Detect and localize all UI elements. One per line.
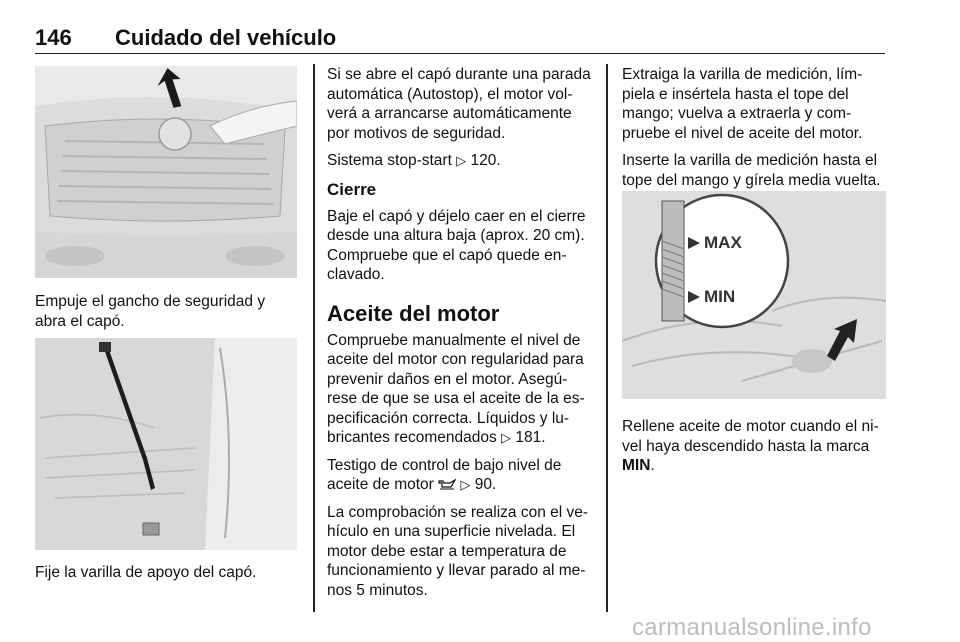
- paragraph-stop-start: [327, 151, 591, 171]
- paragraph-inserte: Inserte la varilla de medición hasta el tope del mango y gírela media vuelta.: [622, 152, 881, 189]
- rellene-end: .: [650, 457, 655, 474]
- text-column-2: [327, 65, 591, 608]
- caption-prop-rod: Fije la varilla de apoyo del capó.: [35, 564, 257, 581]
- page-header: [35, 18, 885, 54]
- subheading-cierre: Cierre: [327, 179, 377, 199]
- min-label: MIN: [704, 287, 736, 306]
- max-label: MAX: [704, 233, 742, 252]
- min-mark-text: MIN: [622, 457, 651, 474]
- paragraph-comprobacion: La comprobación se realiza con el ve- hículo en una superficie nivelada. El motor debe estar a temperatura de funcionamiento y llevar parado al me- nos 5 minutos.: [327, 503, 589, 599]
- testigo-text: Testigo de control de bajo nivel de aceite de motor: [327, 456, 562, 493]
- oil-pressure-warning-icon: [438, 476, 460, 493]
- dipstick-illustration: [622, 191, 886, 399]
- text-column-3: [622, 65, 888, 198]
- page-number: 146: [35, 25, 72, 50]
- caption-hood-release: Empuje el gancho de seguridad y abra el capó.: [35, 293, 266, 330]
- page-ref-icon: ▷: [501, 430, 512, 445]
- aceite-text: Compruebe manualmente el nivel de aceite del motor con regularidad para prevenir daños en el motor. Asegú- rese de que se usa el aceite de la es- pecificación correcta. Líquidos y lu- bricantes recomendados: [327, 331, 585, 446]
- paragraph-rellene: [622, 417, 888, 476]
- page-ref-icon: ▷: [460, 477, 471, 492]
- page-title: Cuidado del vehículo: [115, 25, 337, 50]
- testigo-ref: 90.: [474, 476, 497, 493]
- stop-start-ref: 120.: [470, 152, 501, 169]
- paragraph-aceite: [327, 331, 591, 448]
- paragraph-testigo: [327, 456, 591, 495]
- watermark: carmanualsonline.info: [632, 614, 872, 641]
- text-column-3-bottom: [622, 417, 888, 484]
- hood-release-illustration: [35, 66, 297, 278]
- column-divider: [606, 64, 608, 612]
- page-ref-icon: ▷: [456, 153, 467, 168]
- hood-prop-rod-illustration: [35, 338, 297, 550]
- column-divider: [313, 64, 315, 612]
- aceite-ref: 181.: [515, 429, 546, 446]
- rellene-text: Rellene aceite de motor cuando el ni- vel haya descendido hasta la marca: [622, 418, 879, 455]
- paragraph-cierre: Baje el capó y déjelo caer en el cierre desde una altura baja (aprox. 20 cm). Compruebe que el capó quede en- clavado.: [327, 207, 586, 283]
- stop-start-text: Sistema stop-start: [327, 152, 452, 169]
- section-title-aceite: Aceite del motor: [327, 300, 500, 326]
- paragraph-autostop: Si se abre el capó durante una parada automática (Autostop), el motor vol- verá a arrancarse automáticamente por motivos de seguridad.: [327, 66, 591, 142]
- paragraph-extraiga: Extraiga la varilla de medición, lím- piela e insértela hasta el tope del mango; vuelva a extraerla y com- pruebe el nivel de aceite del motor.: [622, 66, 863, 142]
